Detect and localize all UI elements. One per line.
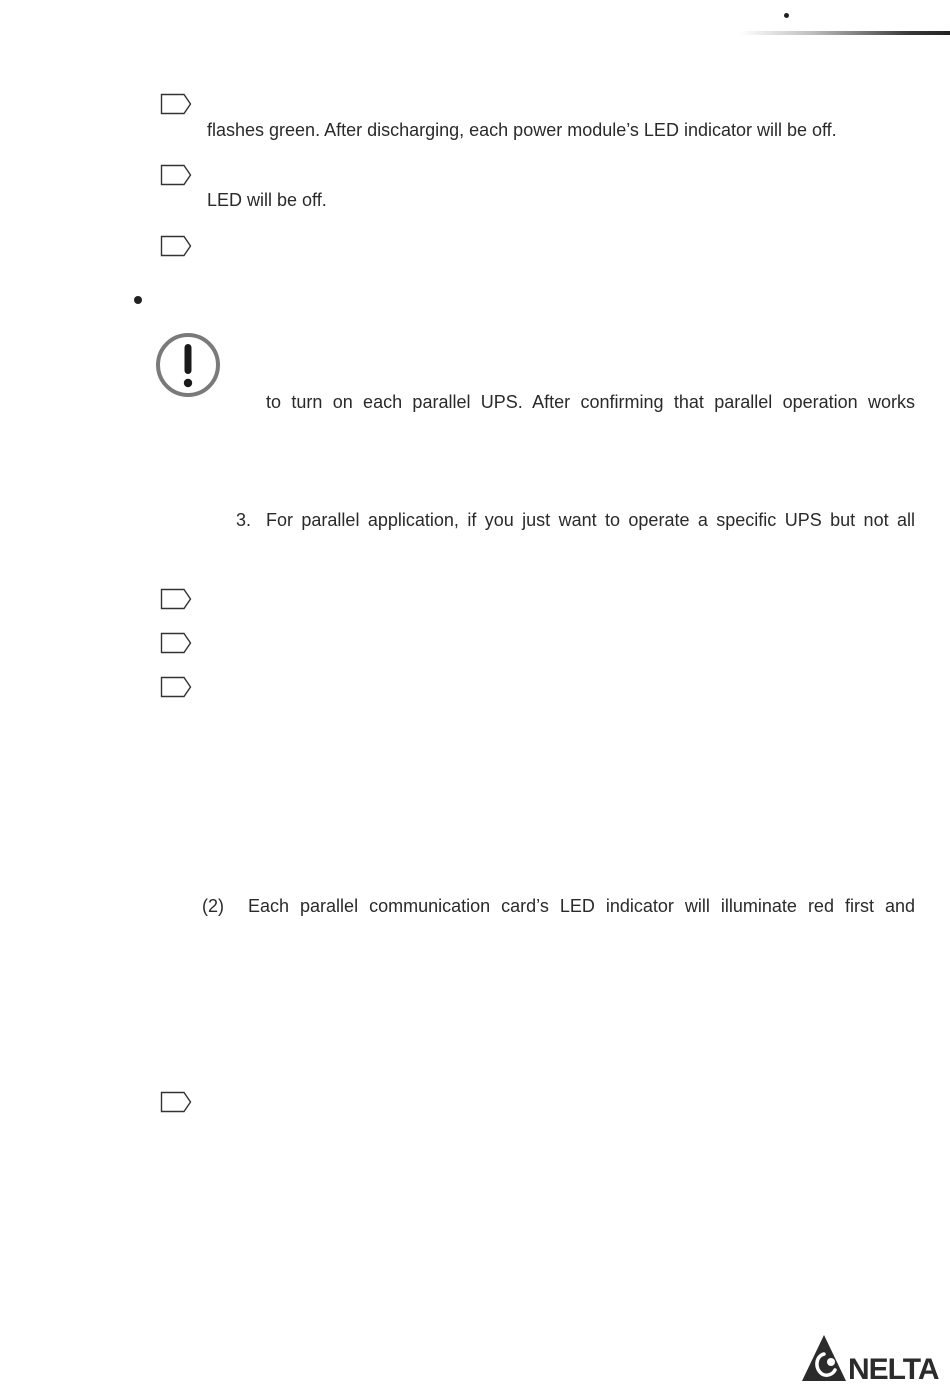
brand-wordmark: NELTA: [848, 1353, 939, 1384]
caution-icon: [154, 331, 222, 399]
step-tag-icon: [160, 588, 192, 610]
step-tag-icon: [160, 93, 192, 115]
note-item-3-number: 3.: [236, 510, 252, 530]
step-tag-icon: [160, 164, 192, 186]
step-tag-icon: [160, 235, 192, 257]
step-tag-icon: [160, 632, 192, 654]
step2-continuation-text: LED will be off.: [207, 190, 327, 210]
substep-number: (2): [202, 896, 224, 916]
delta-logo: [800, 1332, 948, 1384]
step-tag-icon: [160, 676, 192, 698]
bullet-dot: [134, 296, 142, 304]
header-gradient-rule: [740, 31, 950, 35]
header-dot: [784, 13, 789, 18]
step1-continuation-text: flashes green. After discharging, each power module’s LED indicator will be off.: [207, 120, 837, 140]
note-item-3-text: For parallel application, if you just want to operate a specific UPS but not all: [266, 510, 915, 530]
note-parallel-turn-on-line: to turn on each parallel UPS. After confirming that parallel operation works: [266, 392, 915, 412]
substep-text: Each parallel communication card’s LED indicator will illuminate red first and: [248, 896, 915, 916]
step-tag-icon: [160, 1091, 192, 1113]
